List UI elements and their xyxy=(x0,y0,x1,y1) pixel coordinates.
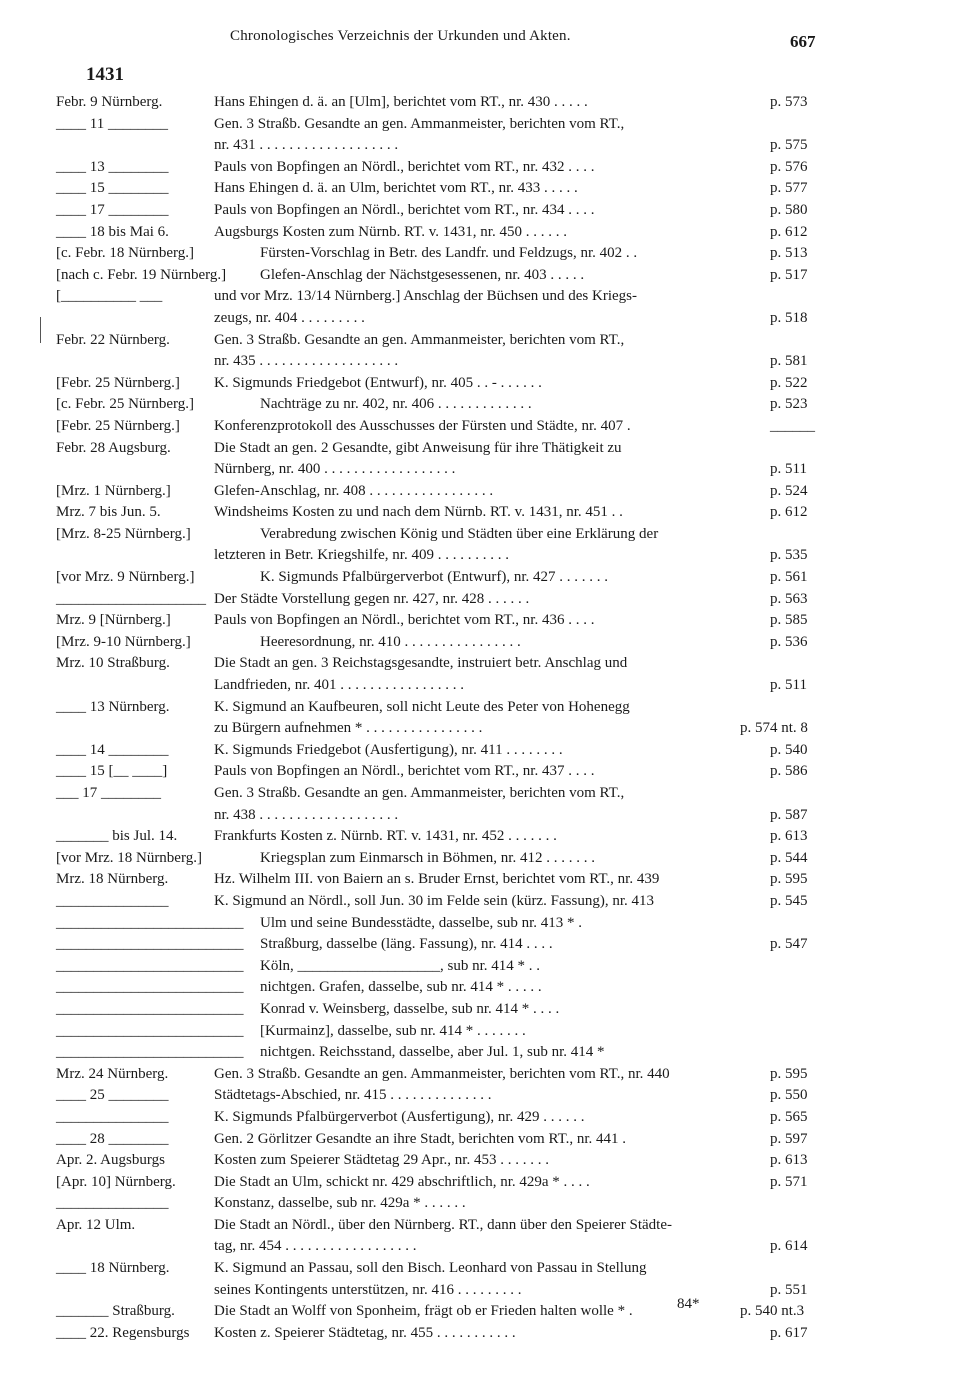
entry-page-ref: p. 577 xyxy=(770,180,808,197)
entry-date: [vor Mrz. 9 Nürnberg.] xyxy=(56,569,195,586)
entry-text: Konrad v. Weinsberg, dasselbe, sub nr. 414 * . . . . xyxy=(260,1000,560,1017)
entry-text: Gen. 3 Straßb. Gesandte an gen. Ammanmeister, berichten vom RT., xyxy=(214,115,625,132)
entry-line xyxy=(0,783,960,805)
entry-text: Gen. 3 Straßb. Gesandte an gen. Ammanmeister, berichten vom RT., xyxy=(214,785,625,801)
entry-date: ____ 18 Nürnberg. xyxy=(56,1260,170,1277)
year-heading: 1431 xyxy=(86,64,124,85)
entry-page-ref: p. 595 xyxy=(770,871,808,888)
entry-date: _______________ xyxy=(56,1195,169,1212)
entry-date: [Febr. 25 Nürnberg.] xyxy=(56,374,180,391)
entry-line xyxy=(0,653,960,675)
entry-text: Windsheims Kosten zu und nach dem Nürnb. RT. v. 1431, nr. 451 . . xyxy=(214,504,623,521)
entry-date: Mrz. 24 Nürnberg. xyxy=(56,1065,169,1082)
entry-date: Mrz. 7 bis Jun. 5. xyxy=(56,504,161,521)
entry-page-ref: p. 522 xyxy=(770,374,808,391)
entry-text: Pauls von Bopfingen an Nördl., berichtet vom RT., nr. 434 . . . . xyxy=(214,201,595,218)
entry-text: Fürsten-Vorschlag in Betr. des Landfr. und Feldzugs, nr. 402 . . xyxy=(260,245,638,262)
entry-page-ref: p. 511 xyxy=(770,677,807,694)
entry-page-ref: p. 561 xyxy=(770,569,808,586)
entry-date: _________________________ xyxy=(56,914,244,931)
entry-text: und vor Mrz. 13/14 Nürnberg.] Anschlag der Büchsen und des Kriegs- xyxy=(214,288,637,305)
entry-page-ref: p. 581 xyxy=(770,353,808,370)
entry-date: [Mrz. 8-25 Nürnberg.] xyxy=(56,525,191,542)
signature-mark: 84* xyxy=(677,1296,700,1312)
entry-line xyxy=(0,567,960,589)
entry-text: nichtgen. Grafen, dasselbe, sub nr. 414 * . . . . . xyxy=(260,979,542,996)
entry-date: ____ 15 ________ xyxy=(56,180,169,197)
entry-date: ____ 17 ________ xyxy=(56,201,169,218)
entry-text: Nürnberg, nr. 400 . . . . . . . . . . . . . . . . . . xyxy=(214,461,456,478)
entry-text: Verabredung zwischen König und Städten über eine Erklärung der xyxy=(260,525,659,542)
entry-text: Kriegsplan zum Einmarsch in Böhmen, nr. 412 . . . . . . . xyxy=(260,849,595,866)
entry-date: [vor Mrz. 18 Nürnberg.] xyxy=(56,849,202,866)
entry-date: ____ 22. Regensburgs xyxy=(56,1324,190,1341)
entry-date: _________________________ xyxy=(56,936,244,953)
entry-line xyxy=(0,373,960,395)
entry-text: K. Sigmunds Friedgebot (Ausfertigung), nr. 411 . . . . . . . . xyxy=(214,741,563,758)
entry-line xyxy=(0,351,960,373)
entry-line xyxy=(0,869,960,891)
entry-text: Köln, ___________________, sub nr. 414 * . . xyxy=(260,957,541,974)
entry-text: K. Sigmund an Kaufbeuren, soll nicht Leute des Peter von Hohenegg xyxy=(214,698,630,715)
entry-page-ref: p. 587 xyxy=(770,806,808,823)
entry-text: Pauls von Bopfingen an Nördl., berichtet vom RT., nr. 436 . . . . xyxy=(214,612,595,629)
entry-page-ref: p. 585 xyxy=(770,612,808,629)
entry-date: [Apr. 10] Nürnberg. xyxy=(56,1173,176,1190)
entry-date: [nach c. Febr. 19 Nürnberg.] xyxy=(56,266,227,283)
entry-text: Hz. Wilhelm III. von Baiern an s. Bruder Ernst, berichtet vom RT., nr. 439 xyxy=(214,871,660,888)
entry-line xyxy=(0,416,960,438)
entry-page-ref: p. 540 nt.3 xyxy=(740,1303,805,1320)
entry-page-ref: p. 597 xyxy=(770,1130,808,1147)
entry-date: _________________________ xyxy=(56,1022,244,1039)
entry-page-ref: p. 536 xyxy=(770,633,808,650)
entry-text: Gen. 2 Görlitzer Gesandte an ihre Stadt, berichten vom RT., nr. 441 . xyxy=(214,1130,627,1147)
entry-line xyxy=(0,243,960,265)
entry-date: ____________________ xyxy=(56,590,206,607)
entry-text: nr. 435 . . . . . . . . . . . . . . . . . . . xyxy=(214,353,399,370)
entry-date: ____ 11 ________ xyxy=(56,115,168,132)
entry-date: Mrz. 10 Straßburg. xyxy=(56,655,170,672)
entry-date: ____ 15 [__ ____] xyxy=(56,763,168,780)
entry-text: Landfrieden, nr. 401 . . . . . . . . . . . . . . . . . xyxy=(214,677,464,694)
entry-date: Febr. 9 Nürnberg. xyxy=(56,94,163,110)
entry-line xyxy=(0,1107,960,1129)
entry-text: zeugs, nr. 404 . . . . . . . . . xyxy=(214,309,365,326)
entry-page-ref: p. 511 xyxy=(770,461,807,478)
entry-text: Gen. 3 Straßb. Gesandte an gen. Ammanmeister, berichten vom RT., xyxy=(214,331,625,348)
entry-date: [c. Febr. 18 Nürnberg.] xyxy=(56,245,195,262)
entry-date: Febr. 28 Augsburg. xyxy=(56,439,171,456)
entry-line xyxy=(0,1301,960,1323)
entry-line xyxy=(0,135,960,157)
entry-text: nr. 431 . . . . . . . . . . . . . . . . . . . xyxy=(214,137,399,154)
entry-date: Febr. 22 Nürnberg. xyxy=(56,331,170,348)
entry-line xyxy=(0,891,960,913)
entry-date: _______________ xyxy=(56,1108,169,1125)
entry-line xyxy=(0,718,960,740)
entry-page-ref: p. 550 xyxy=(770,1087,808,1104)
entry-date: ____ 13 Nürnberg. xyxy=(56,698,170,715)
entry-text: nichtgen. Reichsstand, dasselbe, aber Jul. 1, sub nr. 414 * xyxy=(260,1044,605,1061)
entry-line xyxy=(0,740,960,762)
entry-line xyxy=(0,222,960,244)
entry-date: _________________________ xyxy=(56,957,244,974)
entry-page-ref: p. 535 xyxy=(770,547,808,564)
entry-date: [Mrz. 9-10 Nürnberg.] xyxy=(56,633,191,650)
entry-date: Apr. 12 Ulm. xyxy=(56,1216,136,1233)
entry-line xyxy=(0,1064,960,1086)
entry-page-ref: p. 563 xyxy=(770,590,808,607)
entry-line xyxy=(0,1150,960,1172)
entry-text: tag, nr. 454 . . . . . . . . . . . . . . . . . . xyxy=(214,1238,417,1255)
entry-line xyxy=(0,1042,960,1064)
entry-page-ref: p. 544 xyxy=(770,849,808,866)
entry-date: _________________________ xyxy=(56,1044,244,1061)
entry-text: Die Stadt an Ulm, schickt nr. 429 abschriftlich, nr. 429a * . . . . xyxy=(214,1173,590,1190)
entry-page-ref: p. 612 xyxy=(770,504,808,521)
page-number: 667 xyxy=(790,32,816,51)
entry-page-ref: p. 571 xyxy=(770,1173,808,1190)
entry-line xyxy=(0,1172,960,1194)
entry-text: Konferenzprotokoll des Ausschusses der Fürsten und Städte, nr. 407 . xyxy=(214,417,631,434)
entry-line xyxy=(0,761,960,783)
entry-page-ref: p. 551 xyxy=(770,1281,808,1298)
entry-page-ref: p. 617 xyxy=(770,1324,808,1341)
entry-page-ref: p. 513 xyxy=(770,245,808,262)
entry-line xyxy=(0,805,960,827)
entry-text: K. Sigmunds Friedgebot (Entwurf), nr. 405 . . - . . . . . . xyxy=(214,374,542,391)
entry-date: _______ Straßburg. xyxy=(56,1303,175,1320)
entry-line xyxy=(0,1236,960,1258)
entry-page-ref: p. 575 xyxy=(770,137,808,154)
entry-text: Pauls von Bopfingen an Nördl., berichtet vom RT., nr. 437 . . . . xyxy=(214,763,595,780)
entry-page-ref: p. 612 xyxy=(770,223,808,240)
entry-line xyxy=(0,157,960,179)
entry-date: ____ 13 ________ xyxy=(56,158,169,175)
entry-text: Die Stadt an Nördl., über den Nürnberg. RT., dann über den Speierer Städte- xyxy=(214,1216,672,1233)
entry-date: Mrz. 9 [Nürnberg.] xyxy=(56,612,171,629)
entry-text: Straßburg, dasselbe (läng. Fassung), nr. 414 . . . . xyxy=(260,936,553,953)
entry-line xyxy=(0,200,960,222)
entry-text: Glefen-Anschlag, nr. 408 . . . . . . . . . . . . . . . . . xyxy=(214,482,494,499)
entry-page-ref: p. 573 xyxy=(770,94,808,110)
entry-line xyxy=(0,330,960,352)
entry-text: Die Stadt an gen. 3 Reichstagsgesandte, instruiert betr. Anschlag und xyxy=(214,655,628,672)
entry-date: ____ 14 ________ xyxy=(56,741,169,758)
entry-line xyxy=(0,848,960,870)
entry-line xyxy=(0,934,960,956)
entry-text: Pauls von Bopfingen an Nördl., berichtet vom RT., nr. 432 . . . . xyxy=(214,158,595,175)
entry-text: Die Stadt an Wolff von Sponheim, frägt ob er Frieden halten wolle * . xyxy=(214,1303,633,1320)
entry-line xyxy=(0,502,960,524)
entry-date: ____ 18 bis Mai 6. xyxy=(56,223,169,240)
entry-line xyxy=(0,632,960,654)
entry-line xyxy=(0,394,960,416)
entry-line xyxy=(0,826,960,848)
entry-date: ___ 17 ________ xyxy=(56,785,161,801)
entry-line xyxy=(0,1193,960,1215)
entry-text: nr. 438 . . . . . . . . . . . . . . . . . . . xyxy=(214,806,399,823)
entry-page-ref: p. 518 xyxy=(770,309,808,326)
entry-text: Konstanz, dasselbe, sub nr. 429a * . . . . . . xyxy=(214,1195,466,1212)
entry-page-ref: p. 540 xyxy=(770,741,808,758)
entry-list xyxy=(0,92,960,1344)
entry-text: Städtetags-Abschied, nr. 415 . . . . . . . . . . . . . . xyxy=(214,1087,492,1104)
entry-line xyxy=(0,977,960,999)
entry-line xyxy=(0,459,960,481)
entry-text: Glefen-Anschlag der Nächstgesessenen, nr. 403 . . . . . xyxy=(260,266,585,283)
entry-text: K. Sigmunds Pfalbürgerverbot (Entwurf), nr. 427 . . . . . . . xyxy=(260,569,609,586)
entry-page-ref: p. 613 xyxy=(770,1152,808,1169)
entry-line xyxy=(0,438,960,460)
entry-line xyxy=(0,1258,960,1280)
entry-page-ref: p. 576 xyxy=(770,158,808,175)
entry-line xyxy=(0,1085,960,1107)
entry-line xyxy=(0,114,960,136)
entry-page-ref: p. 586 xyxy=(770,763,808,780)
entry-text: Die Stadt an gen. 2 Gesandte, gibt Anweisung für ihre Thätigkeit zu xyxy=(214,439,622,456)
entry-date: [c. Febr. 25 Nürnberg.] xyxy=(56,396,195,413)
entry-line xyxy=(0,524,960,546)
entry-page-ref: p. 547 xyxy=(770,936,808,953)
entry-line xyxy=(0,610,960,632)
entry-line xyxy=(0,1323,960,1345)
entry-page-ref: p. 580 xyxy=(770,201,808,218)
entry-page-ref: p. 523 xyxy=(770,396,808,413)
entry-line xyxy=(0,178,960,200)
entry-text: Hans Ehingen d. ä. an Ulm, berichtet vom RT., nr. 433 . . . . . xyxy=(214,180,578,197)
entry-text: Hans Ehingen d. ä. an [Ulm], berichtet vom RT., nr. 430 . . . . . xyxy=(214,94,588,110)
entry-line xyxy=(0,999,960,1021)
entry-date: Mrz. 18 Nürnberg. xyxy=(56,871,169,888)
entry-text: letzteren in Betr. Kriegshilfe, nr. 409 . . . . . . . . . . xyxy=(214,547,509,564)
entry-date: _________________________ xyxy=(56,1000,244,1017)
entry-text: Nachträge zu nr. 402, nr. 406 . . . . . . . . . . . . . xyxy=(260,396,532,413)
entry-line xyxy=(0,92,960,114)
entry-text: Ulm und seine Bundesstädte, dasselbe, sub nr. 413 * . xyxy=(260,914,583,931)
entry-text: Heeresordnung, nr. 410 . . . . . . . . . . . . . . . . xyxy=(260,633,521,650)
entry-text: Der Städte Vorstellung gegen nr. 427, nr. 428 . . . . . . xyxy=(214,590,530,607)
entry-line xyxy=(0,308,960,330)
entry-line xyxy=(0,481,960,503)
entry-date: [__________ ___ xyxy=(56,288,163,305)
entry-line xyxy=(0,956,960,978)
entry-page-ref: p. 565 xyxy=(770,1108,808,1125)
entry-page-ref: ______ xyxy=(770,417,815,434)
entry-page-ref: p. 545 xyxy=(770,892,808,909)
entry-text: Frankfurts Kosten z. Nürnb. RT. v. 1431, nr. 452 . . . . . . . xyxy=(214,828,557,845)
entry-text: zu Bürgern aufnehmen * . . . . . . . . . . . . . . . . xyxy=(214,720,483,737)
entry-page-ref: p. 524 xyxy=(770,482,808,499)
entry-line xyxy=(0,675,960,697)
entry-text: seines Kontingents unterstützen, nr. 416 . . . . . . . . . xyxy=(214,1281,522,1298)
entry-line xyxy=(0,1280,960,1302)
entry-text: K. Sigmund an Passau, soll den Bisch. Leonhard von Passau in Stellung xyxy=(214,1260,647,1277)
entry-date: _______ bis Jul. 14. xyxy=(56,828,178,845)
entry-line xyxy=(0,265,960,287)
running-title: Chronologisches Verzeichnis der Urkunden und Akten. xyxy=(230,28,571,44)
entry-page-ref: p. 595 xyxy=(770,1065,808,1082)
entry-date: _______________ xyxy=(56,892,169,909)
entry-line xyxy=(0,589,960,611)
entry-line xyxy=(0,545,960,567)
entry-text: Gen. 3 Straßb. Gesandte an gen. Ammanmeister, berichten vom RT., nr. 440 xyxy=(214,1065,670,1082)
entry-text: K. Sigmunds Pfalbürgerverbot (Ausfertigung), nr. 429 . . . . . . xyxy=(214,1108,585,1125)
entry-line xyxy=(0,1129,960,1151)
entry-page-ref: p. 517 xyxy=(770,266,808,283)
entry-text: K. Sigmund an Nördl., soll Jun. 30 im Felde sein (kürz. Fassung), nr. 413 xyxy=(214,892,654,909)
entry-page-ref: p. 613 xyxy=(770,828,808,845)
entry-date: Apr. 2. Augsburgs xyxy=(56,1152,165,1169)
entry-date: [Febr. 25 Nürnberg.] xyxy=(56,417,180,434)
entry-line xyxy=(0,913,960,935)
entry-date: [Mrz. 1 Nürnberg.] xyxy=(56,482,171,499)
entry-line xyxy=(0,697,960,719)
entry-page-ref: p. 574 nt. 8 xyxy=(740,720,808,737)
entry-line xyxy=(0,286,960,308)
entry-text: Kosten z. Speierer Städtetag, nr. 455 . . . . . . . . . . . xyxy=(214,1324,516,1341)
entry-page-ref: p. 614 xyxy=(770,1238,808,1255)
entry-date: _________________________ xyxy=(56,979,244,996)
entry-text: [Kurmainz], dasselbe, sub nr. 414 * . . . . . . . xyxy=(260,1022,526,1039)
entry-line xyxy=(0,1215,960,1237)
entry-text: Augsburgs Kosten zum Nürnb. RT. v. 1431, nr. 450 . . . . . . xyxy=(214,223,567,240)
entry-date: ____ 25 ________ xyxy=(56,1087,169,1104)
entry-line xyxy=(0,1021,960,1043)
entry-text: Kosten zum Speierer Städtetag 29 Apr., nr. 453 . . . . . . . xyxy=(214,1152,549,1169)
entry-date: ____ 28 ________ xyxy=(56,1130,169,1147)
